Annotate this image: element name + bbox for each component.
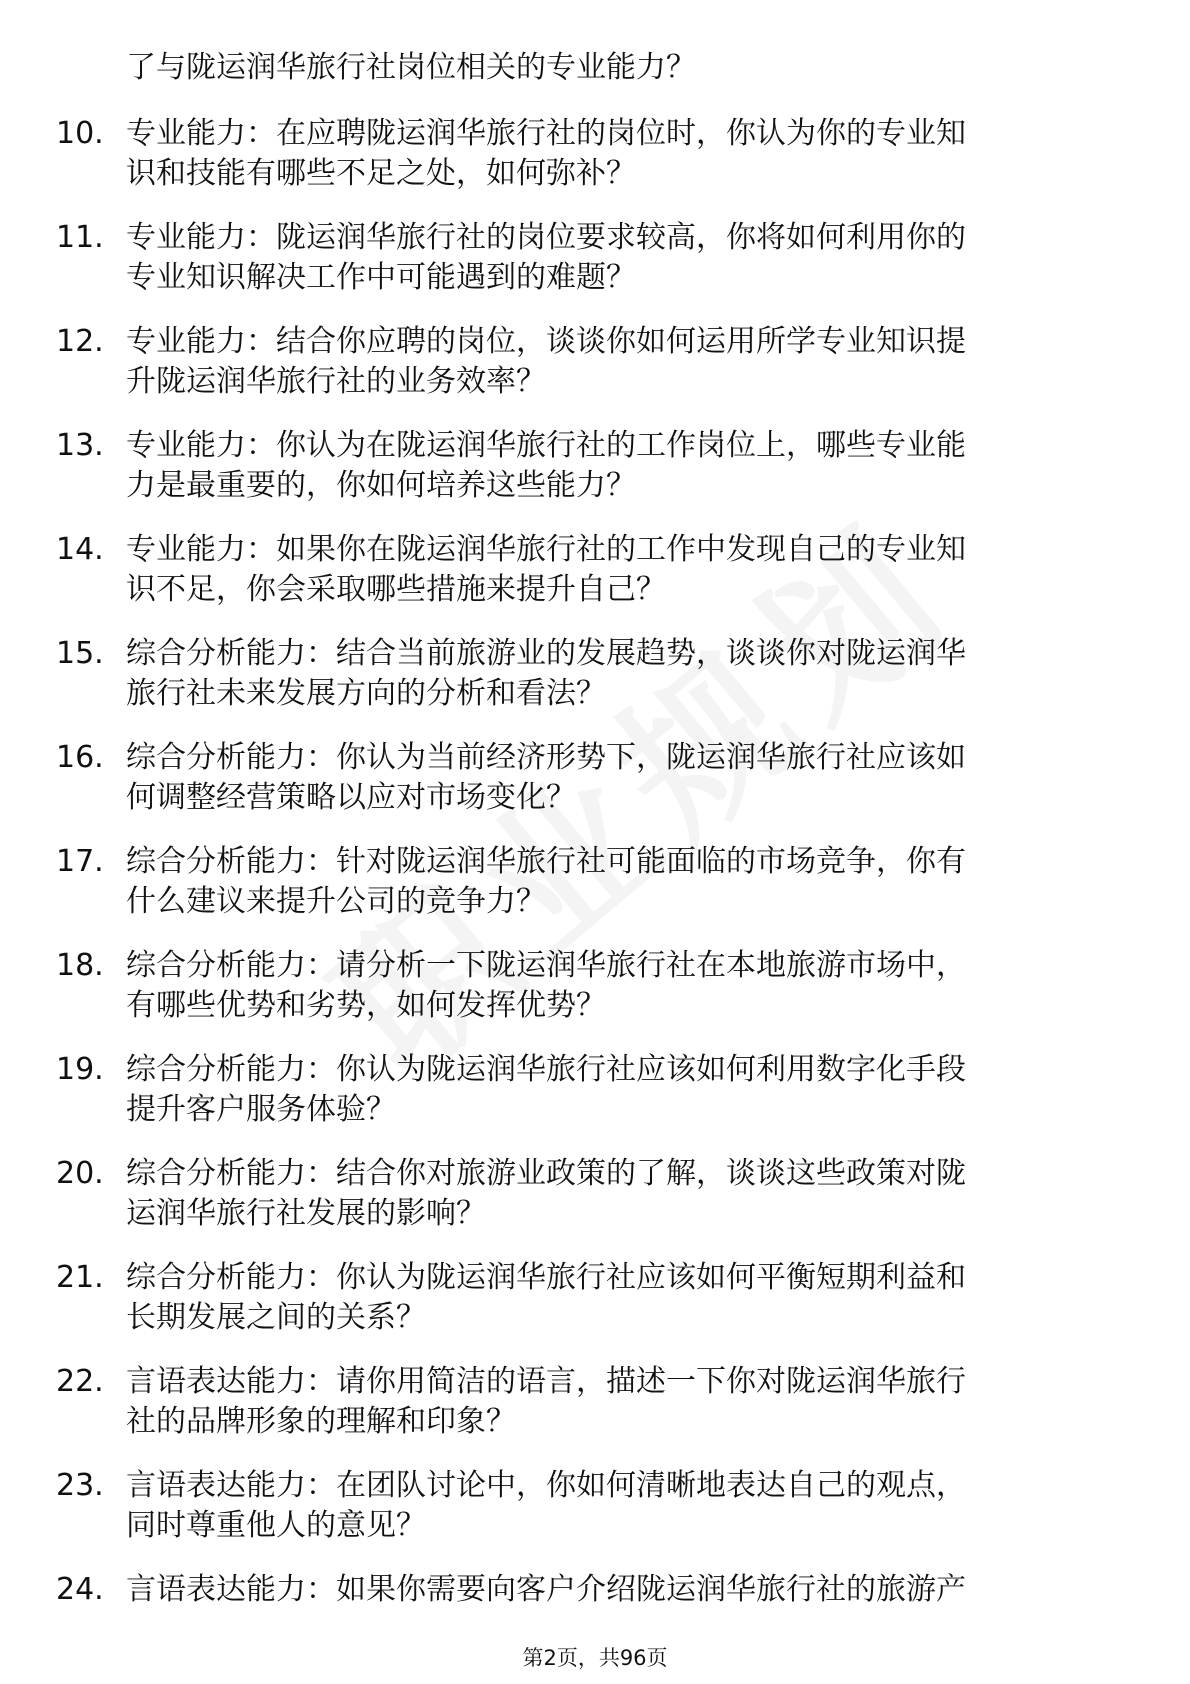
question-item <box>0 842 1190 946</box>
question-line: 识不足，你会采取哪些措施来提升自己？ <box>126 572 666 607</box>
question-line: 综合分析能力：你认为陇运润华旅行社应该如何平衡短期利益和 <box>126 1260 966 1295</box>
question-number: 21. <box>56 1260 104 1295</box>
question-item <box>0 426 1190 530</box>
question-number: 11. <box>56 220 104 255</box>
question-text <box>126 218 1116 298</box>
question-line: 言语表达能力：如果你需要向客户介绍陇运润华旅行社的旅游产 <box>126 1572 966 1607</box>
question-line: 升陇运润华旅行社的业务效率？ <box>126 364 546 399</box>
question-text <box>126 842 1116 922</box>
question-number: 13. <box>56 428 104 463</box>
question-line: 社的品牌形象的理解和印象？ <box>126 1404 516 1439</box>
question-text <box>126 322 1116 402</box>
question-line: 综合分析能力：结合你对旅游业政策的了解，谈谈这些政策对陇 <box>126 1156 966 1191</box>
question-number: 23. <box>56 1468 104 1503</box>
question-line: 专业能力：如果你在陇运润华旅行社的工作中发现自己的专业知 <box>126 532 966 567</box>
question-line: 综合分析能力：你认为当前经济形势下，陇运润华旅行社应该如 <box>126 740 966 775</box>
question-number: 18. <box>56 948 104 983</box>
question-line: 综合分析能力：结合当前旅游业的发展趋势，谈谈你对陇运润华 <box>126 636 966 671</box>
question-line: 综合分析能力：你认为陇运润华旅行社应该如何利用数字化手段 <box>126 1052 966 1087</box>
question-item <box>0 218 1190 322</box>
question-line: 长期发展之间的关系？ <box>126 1300 426 1335</box>
question-number: 16. <box>56 740 104 775</box>
question-text <box>126 1154 1116 1234</box>
question-item <box>0 114 1190 218</box>
question-item <box>0 1154 1190 1258</box>
question-text <box>126 114 1116 194</box>
question-line: 专业能力：陇运润华旅行社的岗位要求较高，你将如何利用你的 <box>126 220 966 255</box>
question-line: 综合分析能力：针对陇运润华旅行社可能面临的市场竞争，你有 <box>126 844 966 879</box>
question-text <box>126 946 1116 1026</box>
question-number: 12. <box>56 324 104 359</box>
question-line: 识和技能有哪些不足之处，如何弥补？ <box>126 156 636 191</box>
question-line: 专业能力：你认为在陇运润华旅行社的工作岗位上，哪些专业能 <box>126 428 966 463</box>
question-line: 提升客户服务体验？ <box>126 1092 396 1127</box>
question-item <box>0 1466 1190 1570</box>
question-number: 14. <box>56 532 104 567</box>
question-text <box>126 1570 1116 1610</box>
question-text <box>126 738 1116 818</box>
question-text <box>126 1258 1116 1338</box>
question-item <box>0 634 1190 738</box>
question-item <box>0 946 1190 1050</box>
question-line: 言语表达能力：请你用简洁的语言，描述一下你对陇运润华旅行 <box>126 1364 966 1399</box>
question-list <box>0 114 1190 1674</box>
question-item <box>0 1050 1190 1154</box>
question-line: 运润华旅行社发展的影响？ <box>126 1196 486 1231</box>
question-line: 言语表达能力：在团队讨论中，你如何清晰地表达自己的观点， <box>126 1468 966 1503</box>
page-footer: 第2页，共96页 <box>522 1646 668 1670</box>
question-line: 力是最重要的，你如何培养这些能力？ <box>126 468 636 503</box>
question-number: 15. <box>56 636 104 671</box>
question-line: 什么建议来提升公司的竞争力？ <box>126 884 546 919</box>
question-line: 同时尊重他人的意见？ <box>126 1508 426 1543</box>
question-text <box>126 530 1116 610</box>
question-line: 专业能力：结合你应聘的岗位，谈谈你如何运用所学专业知识提 <box>126 324 966 359</box>
question-number: 19. <box>56 1052 104 1087</box>
question-text <box>126 1050 1116 1130</box>
question-number: 24. <box>56 1572 104 1607</box>
question-item <box>0 1258 1190 1362</box>
question-text <box>126 426 1116 506</box>
question-line: 何调整经营策略以应对市场变化？ <box>126 780 576 815</box>
question-number: 17. <box>56 844 104 879</box>
previous-question-continuation: 了与陇运润华旅行社岗位相关的专业能力？ <box>126 50 696 85</box>
question-item <box>0 1362 1190 1466</box>
question-item <box>0 530 1190 634</box>
question-item <box>0 322 1190 426</box>
question-line: 专业知识解决工作中可能遇到的难题？ <box>126 260 636 295</box>
question-text <box>126 1466 1116 1546</box>
question-line: 专业能力：在应聘陇运润华旅行社的岗位时，你认为你的专业知 <box>126 116 966 151</box>
question-number: 10. <box>56 116 104 151</box>
question-line: 旅行社未来发展方向的分析和看法？ <box>126 676 606 711</box>
question-line: 综合分析能力：请分析一下陇运润华旅行社在本地旅游市场中， <box>126 948 966 983</box>
question-item <box>0 738 1190 842</box>
question-number: 22. <box>56 1364 104 1399</box>
question-text <box>126 634 1116 714</box>
question-number: 20. <box>56 1156 104 1191</box>
question-text <box>126 1362 1116 1442</box>
question-line: 有哪些优势和劣势，如何发挥优势？ <box>126 988 606 1023</box>
